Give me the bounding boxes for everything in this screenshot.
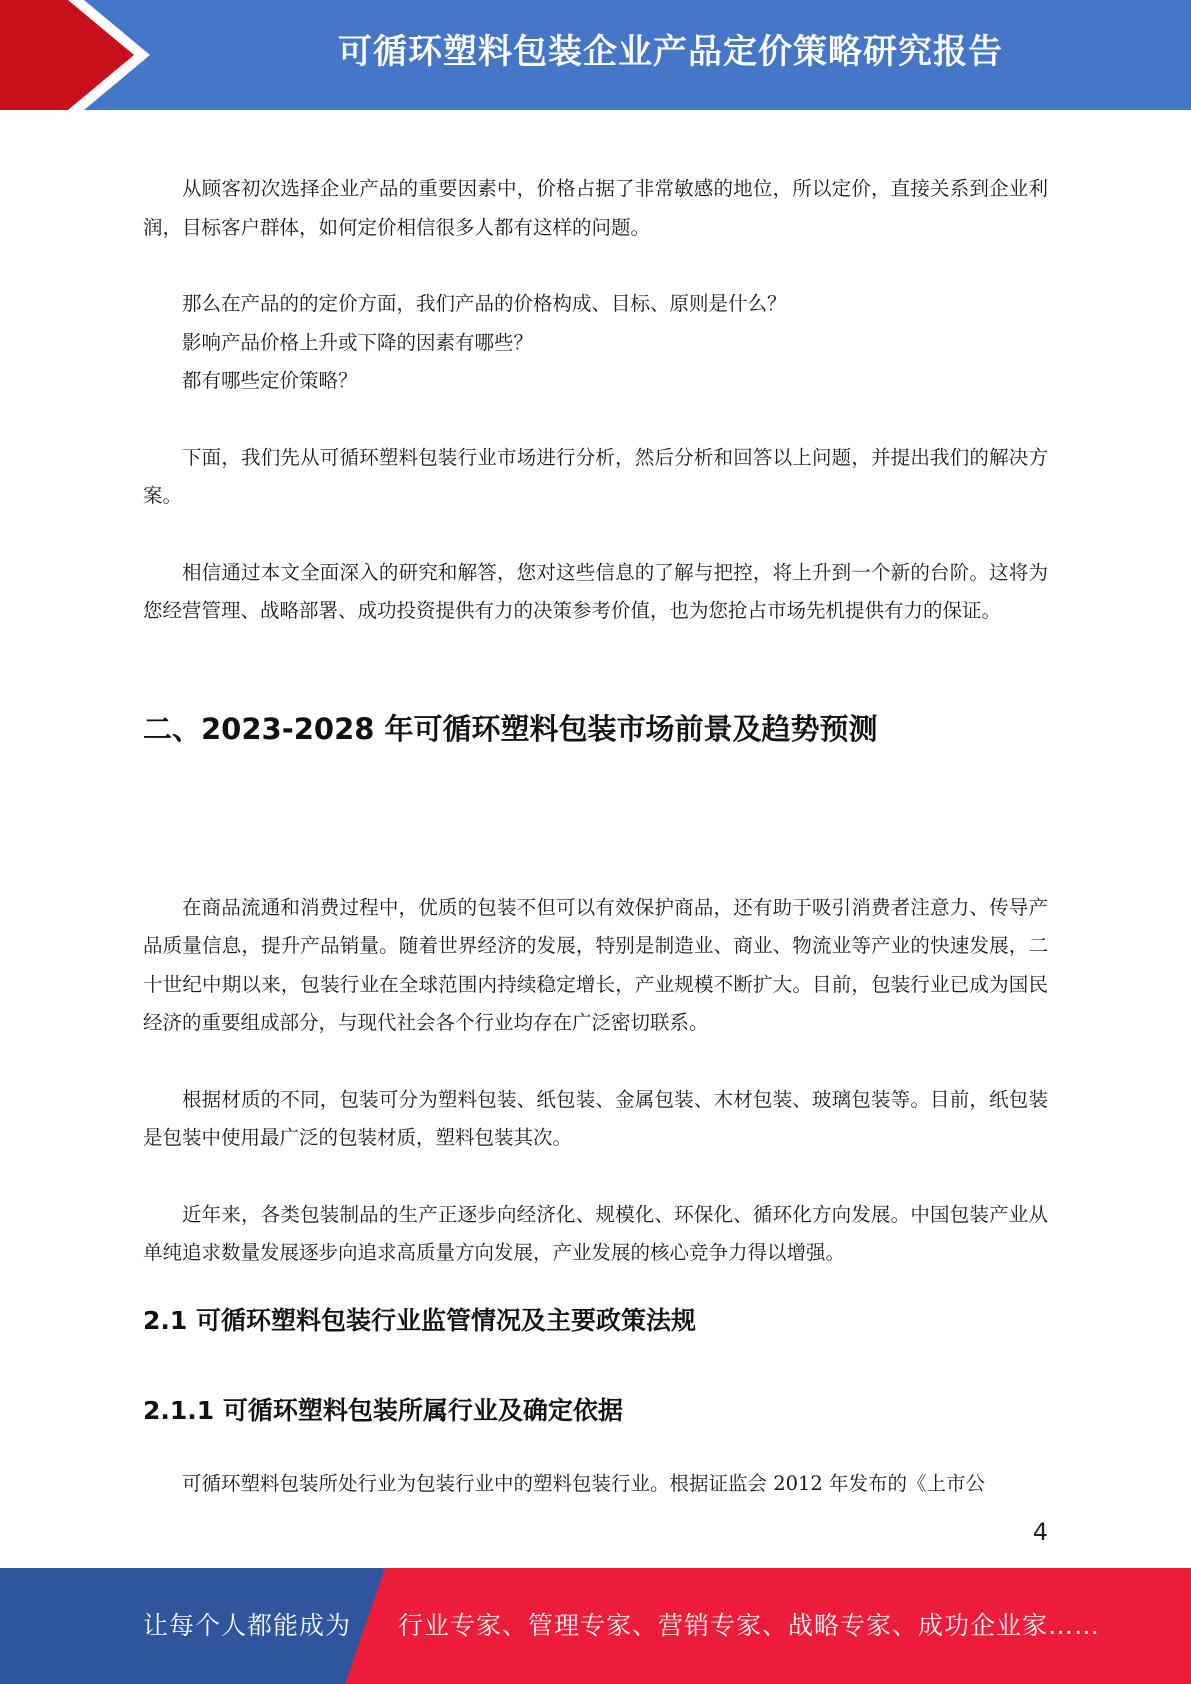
page-content	[143, 170, 1048, 1503]
subsection-heading: 2.1 可循环塑料包装行业监管情况及主要政策法规	[143, 1305, 696, 1335]
footer-slogan-left: 让每个人都能成为	[143, 1611, 352, 1640]
sub-subsection-heading: 2.1.1 可循环塑料包装所属行业及确定依据	[143, 1395, 623, 1425]
page-footer	[0, 1568, 1191, 1684]
document-title: 可循环塑料包装企业产品定价策略研究报告	[338, 32, 1003, 72]
question-2: 影响产品价格上升或下降的因素有哪些？	[182, 330, 534, 354]
header-arrow-decoration	[0, 0, 160, 110]
page-number: 4	[1032, 1518, 1048, 1546]
section-heading: 二、2023-2028 年可循环塑料包装市场前景及趋势预测	[143, 711, 878, 746]
section-paragraph-2: 根据材质的不同，包装可分为塑料包装、纸包装、金属包装、木材包装、玻璃包装等。目前，纸包装是包装中使用最广泛的包装材质，塑料包装其次。	[143, 1087, 1048, 1149]
footer-slogan-right: 行业专家、管理专家、营销专家、战略专家、成功企业家……	[398, 1611, 1101, 1640]
page-header	[0, 0, 1191, 110]
section-paragraph-3: 近年来，各类包装制品的生产正逐步向经济化、规模化、环保化、循环化方向发展。中国包装产业从单纯追求数量发展逐步向追求高质量方向发展，产业发展的核心竞争力得以增强。	[143, 1202, 1048, 1264]
intro-paragraph-2: 下面，我们先从可循环塑料包装行业市场进行分析，然后分析和回答以上问题，并提出我们的解决方案。	[143, 445, 1048, 507]
subsection-paragraph-1: 可循环塑料包装所处行业为包装行业中的塑料包装行业。根据证监会 2012 年发布的《上市公	[182, 1471, 986, 1495]
section-paragraph-1: 在商品流通和消费过程中，优质的包装不但可以有效保护商品，还有助于吸引消费者注意力、传导产品质量信息，提升产品销量。随着世界经济的发展，特别是制造业、商业、物流业等产业的快速发展，二十世纪中期以来，包装行业在全球范围内持续稳定增长，产业规模不断扩大。目前，包装行业已成为国民经济的重要组成部分，与现代社会各个行业均存在广泛密切联系。	[143, 895, 1048, 1034]
question-3: 都有哪些定价策略？	[182, 369, 358, 392]
question-1: 那么在产品的的定价方面，我们产品的价格构成、目标、原则是什么？	[182, 292, 787, 315]
intro-paragraph-1: 从顾客初次选择企业产品的重要因素中，价格占据了非常敏感的地位，所以定价，直接关系到企业利润，目标客户群体，如何定价相信很多人都有这样的问题。	[143, 177, 1048, 239]
intro-paragraph-3: 相信通过本文全面深入的研究和解答，您对这些信息的了解与把控，将上升到一个新的台阶。这将为您经营管理、战略部署、成功投资提供有力的决策参考价值，也为您抢占市场先机提供有力的保证。	[143, 560, 1048, 622]
